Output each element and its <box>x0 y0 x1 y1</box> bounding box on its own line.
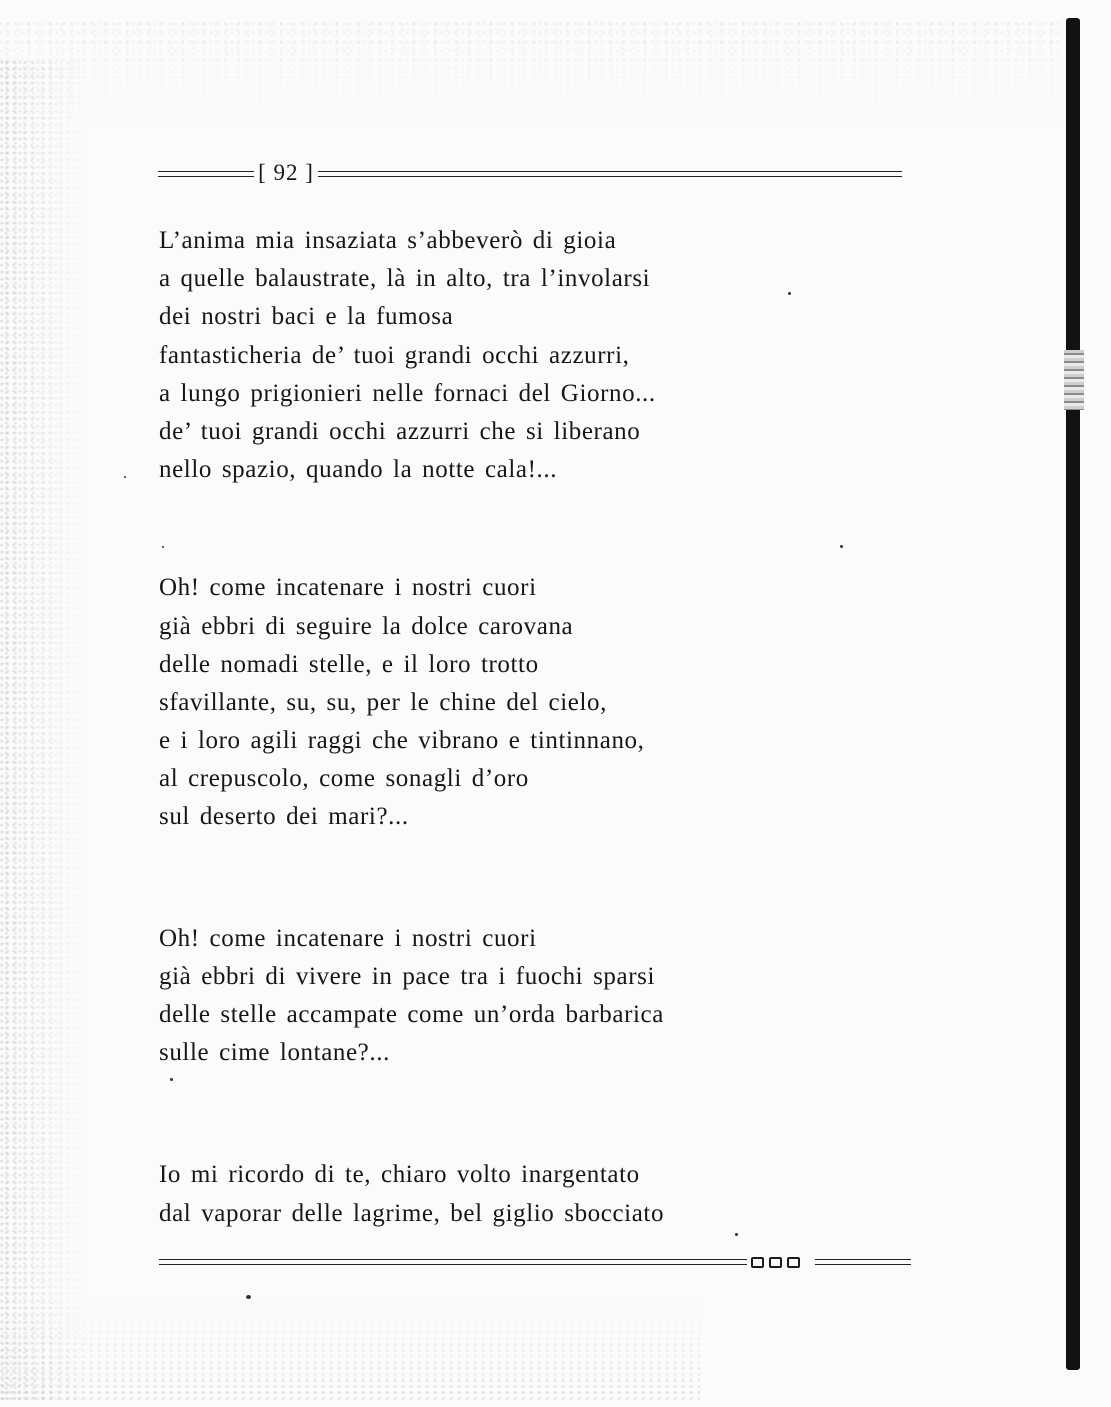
poem-line: delle stelle accampate come un’orda barbarica <box>159 1001 664 1028</box>
square-ornament-icon <box>751 1254 811 1270</box>
poem-text <box>159 222 859 1233</box>
poem-line: al crepuscolo, come sonagli d’oro <box>159 765 529 793</box>
poem-line: sfavillante, su, su, per le chine del cielo, <box>159 688 607 716</box>
page-number: [ 92 ] <box>258 160 314 185</box>
poem-line: dal vaporar delle lagrime, bel giglio sbocciato <box>159 1199 665 1227</box>
scan-noise-top <box>0 20 1060 130</box>
page-binding-edge <box>1066 18 1080 1370</box>
stanza <box>159 222 859 489</box>
stanza-gap <box>159 1072 859 1156</box>
stanza <box>159 569 859 836</box>
poem-line: Oh! come incatenare i nostri cuori <box>159 924 537 952</box>
poem-line: nello spazio, quando la notte cala!... <box>159 456 558 484</box>
poem-line: fantasticheria de’ tuoi grandi occhi azzurri, <box>159 341 630 369</box>
binding-edge-gap <box>1064 350 1084 410</box>
poem-line: de’ tuoi grandi occhi azzurri che si liberano <box>159 417 641 445</box>
header-rule-right <box>318 171 902 177</box>
scan-speck <box>124 476 126 478</box>
header-rule-left <box>158 171 254 177</box>
poem-line: a lungo prigionieri nelle fornaci del Giorno... <box>159 379 656 407</box>
stanza-gap <box>159 489 859 569</box>
poem-line: Oh! come incatenare i nostri cuori <box>159 574 537 602</box>
ornament-square-icon <box>751 1257 764 1268</box>
poem-line: e i loro agili raggi che vibrano e tintinnano, <box>159 727 645 755</box>
poem-line: delle nomadi stelle, e il loro trotto <box>159 650 539 678</box>
stanza <box>159 1156 859 1232</box>
poem-line: già ebbri di vivere in pace tra i fuochi sparsi <box>159 962 656 990</box>
footer-rule-left <box>159 1259 747 1265</box>
poem-line: dei nostri baci e la fumosa <box>159 303 454 331</box>
stanza-gap <box>159 837 859 920</box>
ornament-square-icon <box>787 1257 800 1268</box>
scan-noise-left <box>0 60 90 1400</box>
poem-line: sulle cime lontane?... <box>159 1039 390 1067</box>
poem-line: Io mi ricordo di te, chiaro volto inargentato <box>159 1161 640 1189</box>
ornament-square-icon <box>769 1257 782 1268</box>
page-footer <box>159 1252 911 1272</box>
footer-rule-right <box>815 1259 911 1265</box>
stanza <box>159 920 859 1073</box>
poem-line: sul deserto dei mari?... <box>159 803 409 831</box>
scan-noise-bottom <box>0 1300 700 1400</box>
scan-speck <box>735 1233 738 1236</box>
poem-line: già ebbri di seguire la dolce carovana <box>159 612 574 640</box>
poem-line: a quelle balaustrate, là in alto, tra l’involarsi <box>159 265 651 293</box>
page-header <box>158 158 902 190</box>
poem-line: L’anima mia insaziata s’abbeverò di gioia <box>159 227 617 254</box>
scan-speck <box>246 1295 251 1299</box>
